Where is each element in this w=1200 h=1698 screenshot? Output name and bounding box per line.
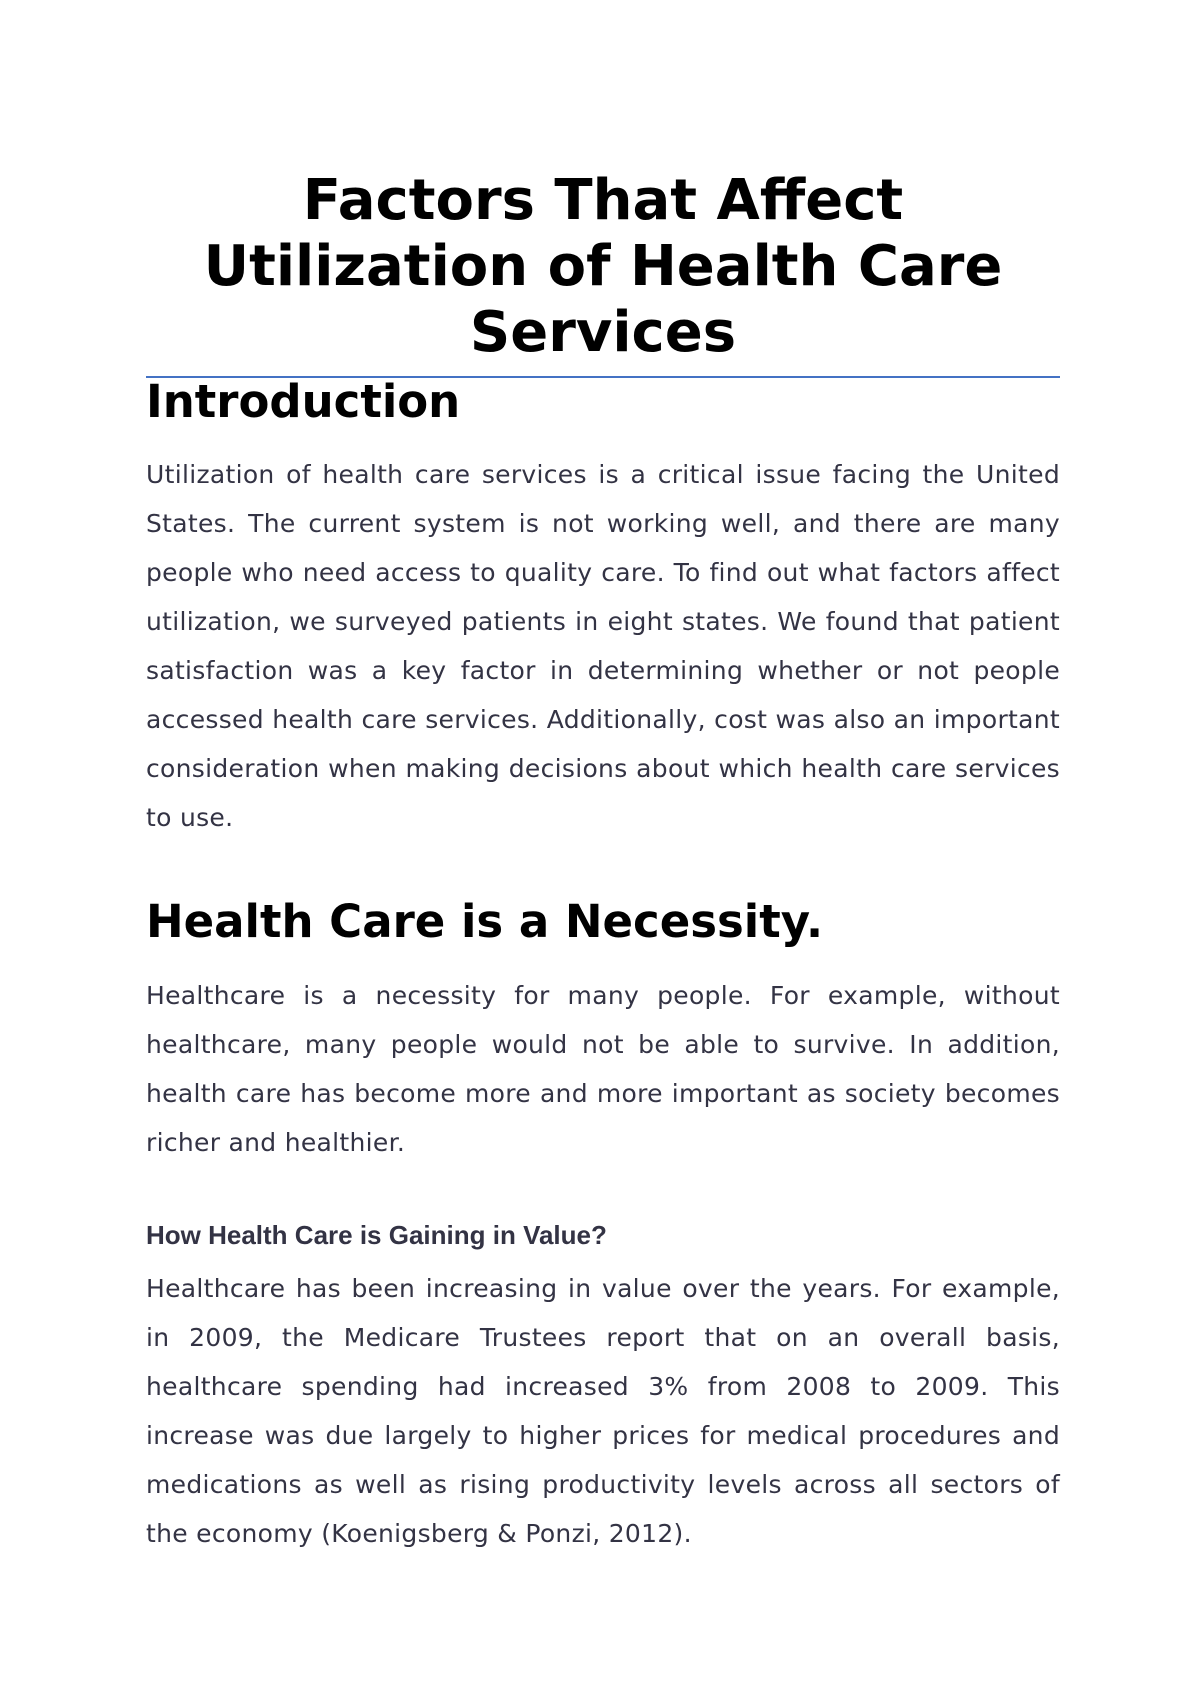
subsection-paragraph-gaining-value: Healthcare has been increasing in value over the years. For example, in 2009, the Medicare Trustees report that on an overall basis, healthcare spending had increased 3% from 2008 to 2009. This increase was due largely to higher prices for medical procedures and medications as well as rising productivity levels across all sectors of the economy (Koenigsberg & Ponzi, 2012).	[146, 1274, 1060, 1548]
subsection-heading-gaining-value: How Health Care is Gaining in Value?	[146, 1220, 607, 1250]
section-heading-necessity: Health Care is a Necessity.	[146, 895, 824, 948]
section-paragraph-necessity: Healthcare is a necessity for many people. For example, without healthcare, many people would not be able to survive. In addition, health care has become more and more important as society becomes richer and healthier.	[146, 981, 1060, 1157]
document-title: Factors That Affect Utilization of Health Care Services	[203, 168, 1003, 365]
section-heading-introduction: Introduction	[146, 375, 461, 428]
section-paragraph-introduction: Utilization of health care services is a critical issue facing the United States. The current system is not working well, and there are many people who need access to quality care. To find out what factors affect utilization, we surveyed patients in eight states. We found that patient satisfaction was a key factor in determining whether or not people accessed health care services. Additionally, cost was also an important consideration when making decisions about which health care services to use.	[146, 460, 1060, 832]
